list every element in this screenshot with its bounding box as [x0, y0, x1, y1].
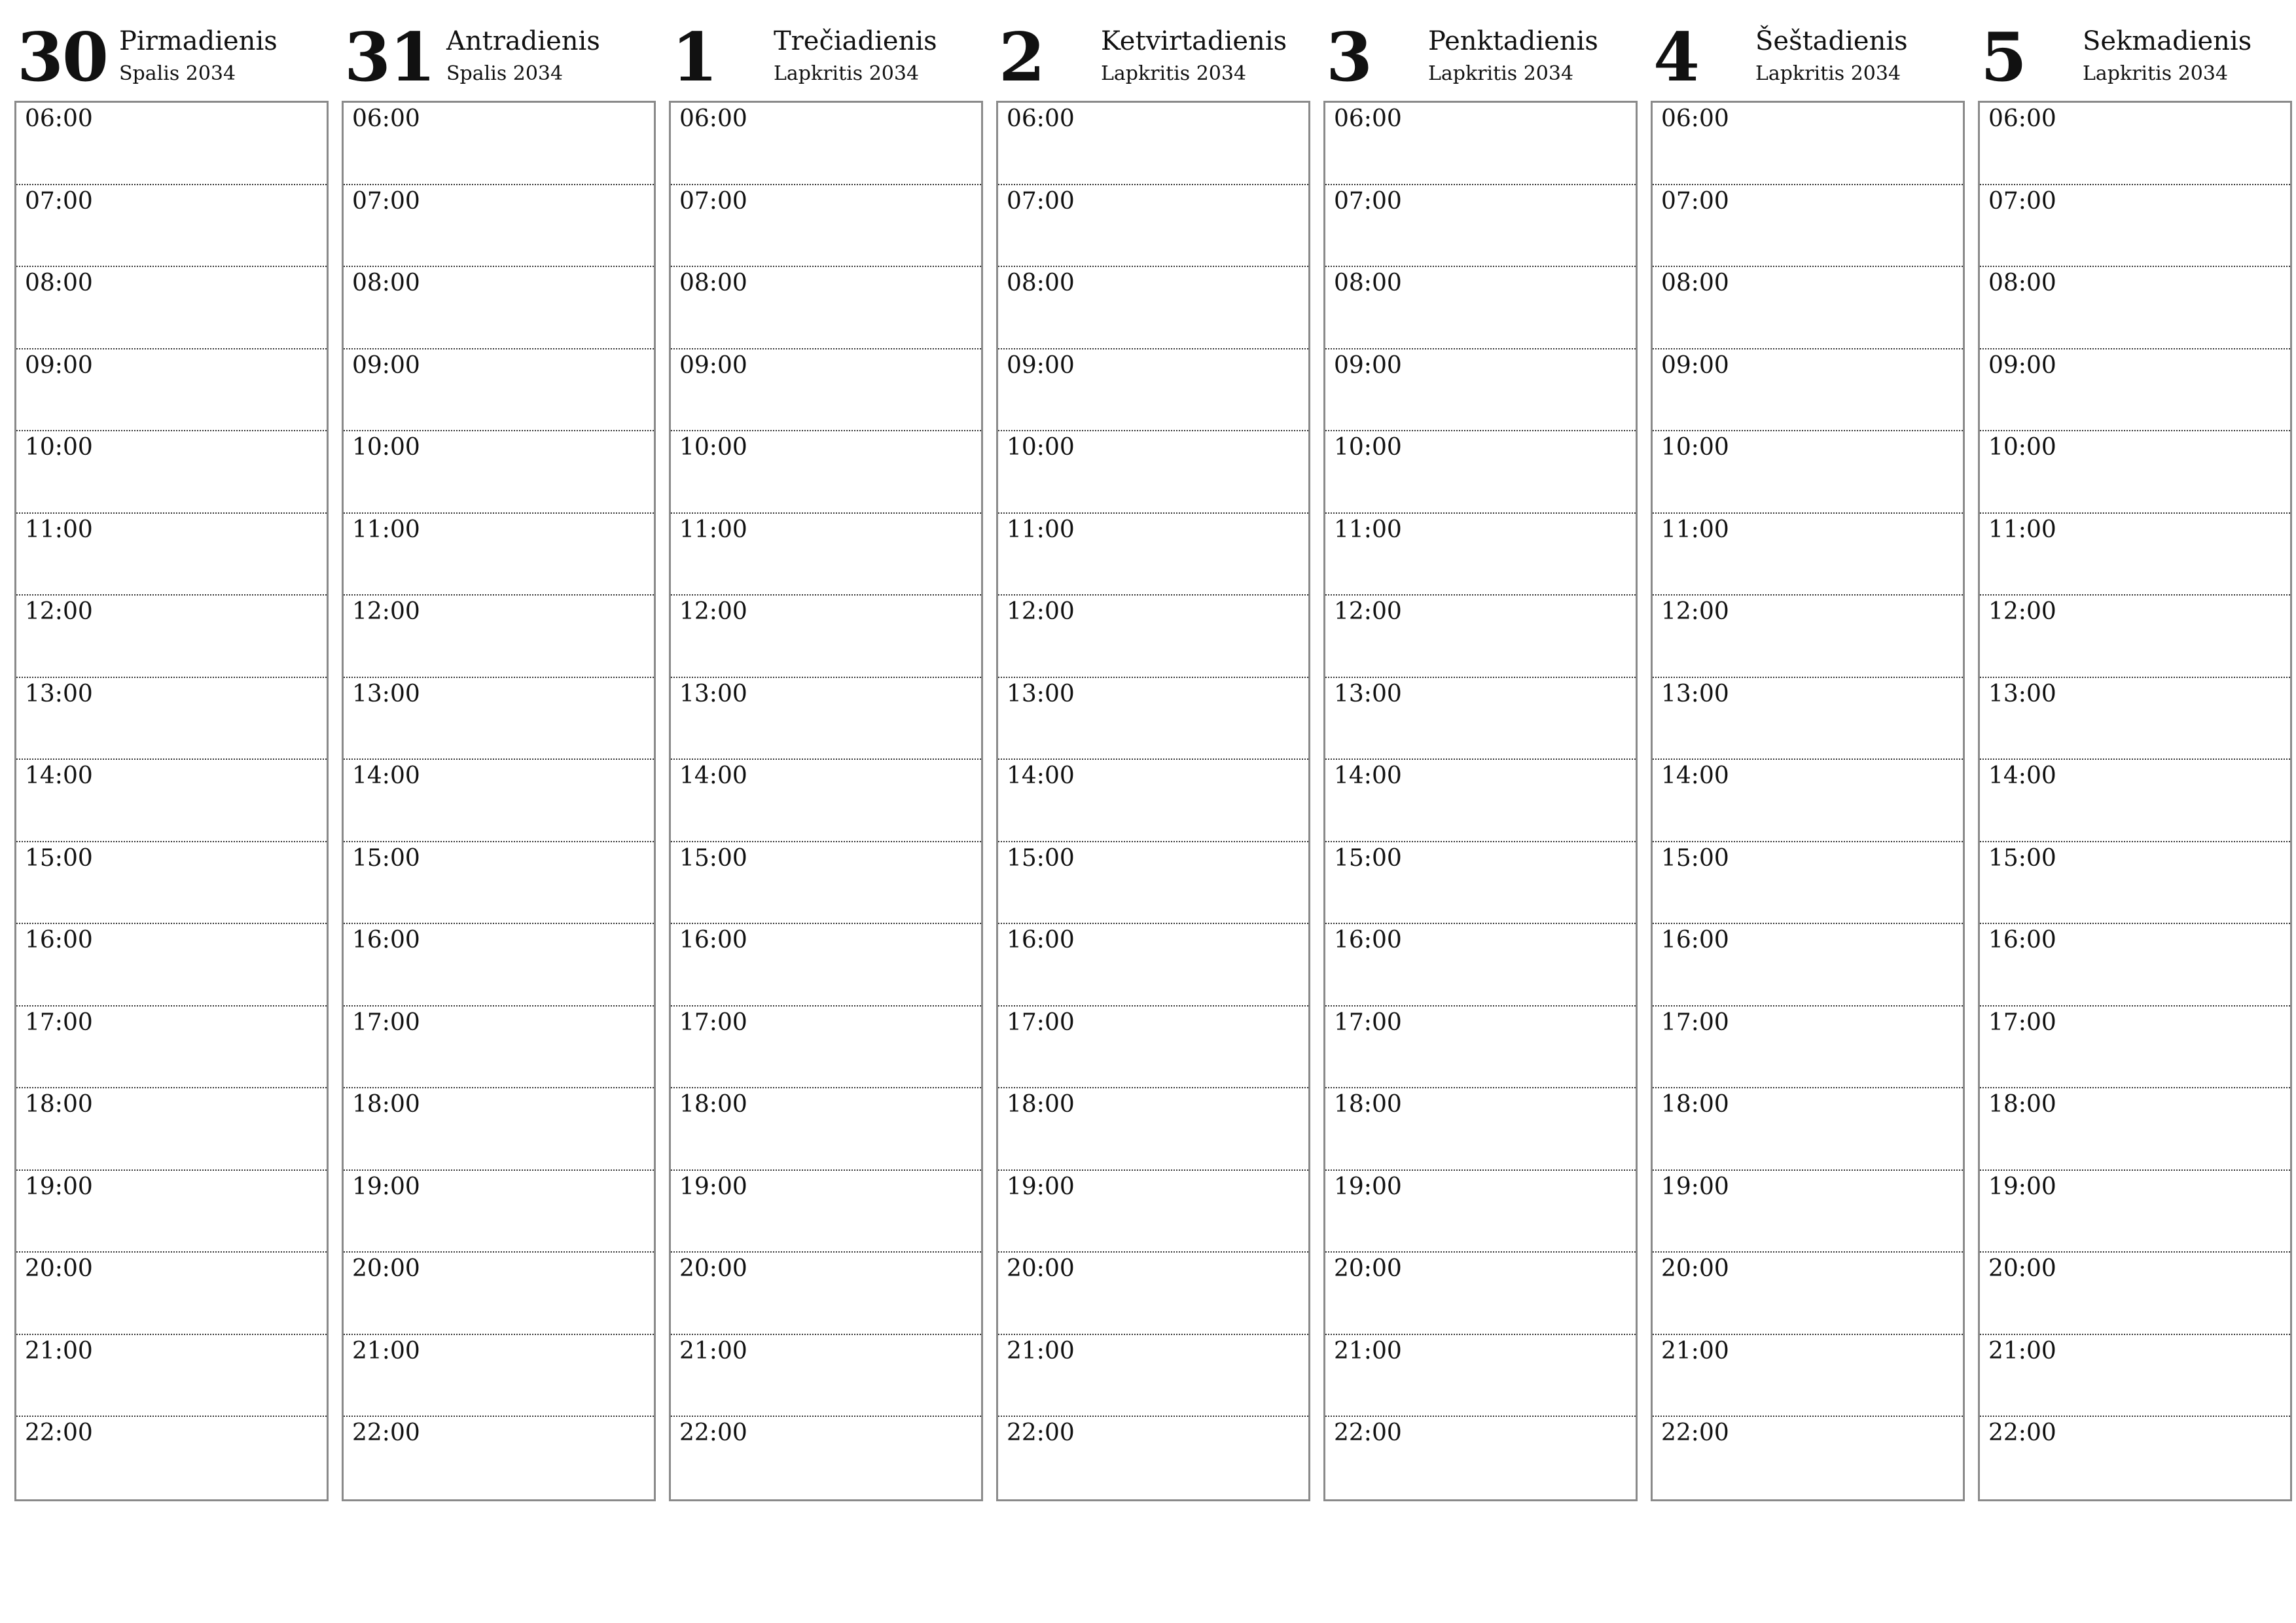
day-column: [996, 16, 1310, 1501]
time-slot: 18:00: [1653, 1088, 1963, 1171]
day-name: Sekmadienis: [2083, 26, 2252, 56]
time-slot: 09:00: [998, 349, 1308, 432]
time-slot: 19:00: [671, 1171, 981, 1253]
time-slot: 22:00: [25, 1419, 93, 1446]
time-slot: 14:00: [16, 760, 327, 842]
time-slot: 20:00: [671, 1253, 981, 1335]
time-slot: 11:00: [344, 514, 654, 596]
time-slot: 19:00: [1325, 1171, 1636, 1253]
time-slot: 10:00: [998, 431, 1308, 514]
time-slot: 22:00: [1661, 1419, 1729, 1446]
time-slot: 15:00: [998, 842, 1308, 925]
time-slot: 13:00: [1653, 678, 1963, 760]
time-slot: 06:00: [16, 103, 327, 185]
day-schedule-box: [342, 101, 656, 1501]
time-slot: 12:00: [671, 596, 981, 678]
time-slot: 17:00: [1653, 1007, 1963, 1089]
day-schedule-box: [996, 101, 1310, 1501]
time-slot: 08:00: [998, 267, 1308, 349]
day-schedule-box: [1978, 101, 2292, 1501]
time-slot: 21:00: [1325, 1335, 1636, 1418]
month-year: Lapkritis 2034: [1428, 62, 1574, 85]
time-slot: 20:00: [344, 1253, 654, 1335]
time-slot: 22:00: [679, 1419, 747, 1446]
time-slot: 13:00: [344, 678, 654, 760]
time-slot: 14:00: [998, 760, 1308, 842]
time-slot: 11:00: [1653, 514, 1963, 596]
time-slot: 09:00: [16, 349, 327, 432]
time-slot: 20:00: [998, 1253, 1308, 1335]
day-number: 30: [17, 18, 107, 97]
day-name: Šeštadienis: [1755, 26, 1908, 56]
time-slot: 10:00: [344, 431, 654, 514]
time-slot: 18:00: [671, 1088, 981, 1171]
time-slot: 09:00: [1980, 349, 2290, 432]
day-name: Trečiadienis: [774, 26, 937, 56]
time-slot: 17:00: [1980, 1007, 2290, 1089]
day-schedule-box: [14, 101, 329, 1501]
day-name: Pirmadienis: [119, 26, 278, 56]
time-slot: 10:00: [671, 431, 981, 514]
time-slot: 06:00: [1980, 103, 2290, 185]
time-slot: 10:00: [16, 431, 327, 514]
day-name: Ketvirtadienis: [1101, 26, 1287, 56]
time-slot: 21:00: [1653, 1335, 1963, 1418]
time-slot: 20:00: [1980, 1253, 2290, 1335]
month-year: Spalis 2034: [446, 62, 564, 85]
time-slot: 11:00: [16, 514, 327, 596]
time-slot: 20:00: [1653, 1253, 1963, 1335]
time-slot: 10:00: [1980, 431, 2290, 514]
day-schedule-box: [1323, 101, 1638, 1501]
day-column: [1651, 16, 1965, 1501]
month-year: Lapkritis 2034: [1755, 62, 1901, 85]
time-slot: 07:00: [344, 185, 654, 268]
time-slot: 13:00: [1325, 678, 1636, 760]
time-slot: 12:00: [344, 596, 654, 678]
time-slot: 13:00: [998, 678, 1308, 760]
day-number: 2: [999, 18, 1044, 97]
time-slot: 07:00: [671, 185, 981, 268]
month-year: Lapkritis 2034: [774, 62, 920, 85]
time-slot: 17:00: [998, 1007, 1308, 1089]
time-slot: 07:00: [998, 185, 1308, 268]
time-slot: 13:00: [1980, 678, 2290, 760]
time-slot: 06:00: [1325, 103, 1636, 185]
time-slot: 07:00: [1325, 185, 1636, 268]
time-slot: 13:00: [671, 678, 981, 760]
time-slot: 17:00: [344, 1007, 654, 1089]
time-slot: 22:00: [1334, 1419, 1402, 1446]
day-number: 3: [1326, 18, 1371, 97]
time-slot: 06:00: [1653, 103, 1963, 185]
time-slot: 08:00: [1653, 267, 1963, 349]
month-year: Lapkritis 2034: [1101, 62, 1247, 85]
weekly-planner: [14, 16, 2287, 1501]
day-column: [669, 16, 983, 1501]
time-slot: 06:00: [998, 103, 1308, 185]
time-slot: 12:00: [1325, 596, 1636, 678]
month-year: Lapkritis 2034: [2083, 62, 2229, 85]
day-name: Antradienis: [446, 26, 600, 56]
time-slot: 15:00: [1980, 842, 2290, 925]
time-slot: 18:00: [16, 1088, 327, 1171]
day-number: 31: [344, 18, 435, 97]
day-name: Penktadienis: [1428, 26, 1598, 56]
day-number: 5: [1981, 18, 2026, 97]
day-column: [14, 16, 329, 1501]
time-slot: 14:00: [1325, 760, 1636, 842]
time-slot: 22:00: [352, 1419, 420, 1446]
time-slot: 07:00: [16, 185, 327, 268]
time-slot: 08:00: [344, 267, 654, 349]
time-slot: 19:00: [998, 1171, 1308, 1253]
time-slot: 10:00: [1653, 431, 1963, 514]
time-slot: 18:00: [1325, 1088, 1636, 1171]
time-slot: 08:00: [1325, 267, 1636, 349]
day-number: 4: [1653, 18, 1698, 97]
day-header: [14, 16, 329, 101]
time-slot: 16:00: [998, 924, 1308, 1007]
day-column: [1323, 16, 1638, 1501]
day-header: [1323, 16, 1638, 101]
day-header: [669, 16, 983, 101]
day-schedule-box: [669, 101, 983, 1501]
time-slot: 16:00: [1653, 924, 1963, 1007]
time-slot: 21:00: [671, 1335, 981, 1418]
time-slot: 17:00: [1325, 1007, 1636, 1089]
time-slot: 12:00: [1653, 596, 1963, 678]
time-slot: 14:00: [1980, 760, 2290, 842]
day-header: [996, 16, 1310, 101]
time-slot: 11:00: [671, 514, 981, 596]
day-header: [1978, 16, 2292, 101]
day-column: [1978, 16, 2292, 1501]
time-slot: 19:00: [1653, 1171, 1963, 1253]
time-slot: 12:00: [1980, 596, 2290, 678]
time-slot: 17:00: [671, 1007, 981, 1089]
time-slot: 11:00: [998, 514, 1308, 596]
time-slot: 19:00: [344, 1171, 654, 1253]
time-slot: 08:00: [16, 267, 327, 349]
time-slot: 09:00: [1653, 349, 1963, 432]
day-header: [342, 16, 656, 101]
time-slot: 21:00: [16, 1335, 327, 1418]
time-slot: 20:00: [16, 1253, 327, 1335]
time-slot: 06:00: [671, 103, 981, 185]
time-slot: 16:00: [344, 924, 654, 1007]
time-slot: 15:00: [1653, 842, 1963, 925]
time-slot: 16:00: [1980, 924, 2290, 1007]
day-schedule-box: [1651, 101, 1965, 1501]
month-year: Spalis 2034: [119, 62, 236, 85]
time-slot: 18:00: [1980, 1088, 2290, 1171]
time-slot: 17:00: [16, 1007, 327, 1089]
time-slot: 15:00: [671, 842, 981, 925]
time-slot: 07:00: [1980, 185, 2290, 268]
time-slot: 14:00: [1653, 760, 1963, 842]
time-slot: 18:00: [998, 1088, 1308, 1171]
time-slot: 10:00: [1325, 431, 1636, 514]
time-slot: 14:00: [671, 760, 981, 842]
time-slot: 16:00: [1325, 924, 1636, 1007]
time-slot: 16:00: [16, 924, 327, 1007]
time-slot: 11:00: [1325, 514, 1636, 596]
time-slot: 14:00: [344, 760, 654, 842]
time-slot: 15:00: [16, 842, 327, 925]
day-header: [1651, 16, 1965, 101]
time-slot: 09:00: [344, 349, 654, 432]
time-slot: 19:00: [1980, 1171, 2290, 1253]
time-slot: 06:00: [344, 103, 654, 185]
time-slot: 21:00: [998, 1335, 1308, 1418]
time-slot: 20:00: [1325, 1253, 1636, 1335]
time-slot: 15:00: [344, 842, 654, 925]
time-slot: 13:00: [16, 678, 327, 760]
time-slot: 21:00: [1980, 1335, 2290, 1418]
time-slot: 18:00: [344, 1088, 654, 1171]
time-slot: 11:00: [1980, 514, 2290, 596]
time-slot: 09:00: [1325, 349, 1636, 432]
day-number: 1: [672, 18, 717, 97]
time-slot: 22:00: [1988, 1419, 2056, 1446]
time-slot: 16:00: [671, 924, 981, 1007]
time-slot: 12:00: [16, 596, 327, 678]
time-slot: 22:00: [1007, 1419, 1075, 1446]
time-slot: 19:00: [16, 1171, 327, 1253]
day-column: [342, 16, 656, 1501]
time-slot: 15:00: [1325, 842, 1636, 925]
time-slot: 21:00: [344, 1335, 654, 1418]
time-slot: 07:00: [1653, 185, 1963, 268]
time-slot: 08:00: [1980, 267, 2290, 349]
time-slot: 09:00: [671, 349, 981, 432]
time-slot: 08:00: [671, 267, 981, 349]
time-slot: 12:00: [998, 596, 1308, 678]
